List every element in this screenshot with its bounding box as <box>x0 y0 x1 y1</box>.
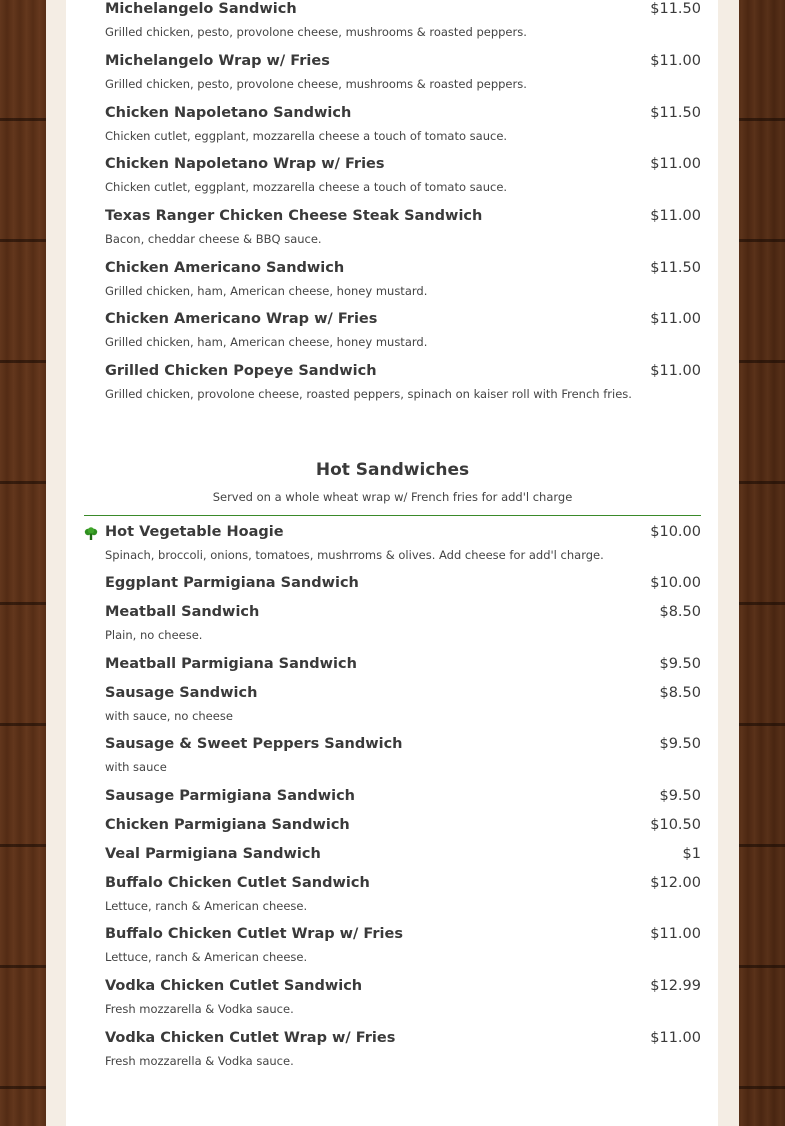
item-name: Chicken Americano Sandwich <box>105 260 345 276</box>
menu-item[interactable] <box>84 656 701 678</box>
item-price: $9.50 <box>659 736 701 752</box>
item-description: Lettuce, ranch & American cheese. <box>105 950 308 964</box>
item-price: $11.00 <box>650 208 701 224</box>
item-description: Bacon, cheddar cheese & BBQ sauce. <box>105 232 322 246</box>
item-price: $11.00 <box>650 53 701 69</box>
item-description: Spinach, broccoli, onions, tomatoes, mushrroms & olives. Add cheese for add'l charge. <box>105 548 604 562</box>
menu-item[interactable] <box>84 156 701 194</box>
item-price: $12.00 <box>650 875 701 891</box>
item-price: $1 <box>682 846 701 862</box>
menu-item[interactable] <box>84 105 701 143</box>
item-price: $11.00 <box>650 311 701 327</box>
item-description: Grilled chicken, ham, American cheese, honey mustard. <box>105 335 428 349</box>
item-description: Lettuce, ranch & American cheese. <box>105 899 308 913</box>
item-name: Michelangelo Sandwich <box>105 1 297 17</box>
item-price: $8.50 <box>659 685 701 701</box>
item-description: Chicken cutlet, eggplant, mozzarella cheese a touch of tomato sauce. <box>105 129 508 143</box>
item-price: $11.50 <box>650 105 701 121</box>
item-name: Vodka Chicken Cutlet Sandwich <box>105 978 363 994</box>
item-description: with sauce, no cheese <box>105 709 233 723</box>
broccoli-icon <box>84 526 98 540</box>
item-name: Sausage Parmigiana Sandwich <box>105 788 355 804</box>
item-price: $12.99 <box>650 978 701 994</box>
item-description: Fresh mozzarella & Vodka sauce. <box>105 1054 294 1068</box>
item-price: $10.50 <box>650 817 701 833</box>
menu-item[interactable] <box>84 311 701 349</box>
item-price: $11.00 <box>650 1030 701 1046</box>
menu-item[interactable] <box>84 363 701 401</box>
item-price: $9.50 <box>659 788 701 804</box>
menu-item[interactable] <box>84 575 701 597</box>
menu-content <box>84 0 701 1126</box>
menu-item[interactable] <box>84 53 701 91</box>
item-name: Eggplant Parmigiana Sandwich <box>105 575 359 591</box>
item-description: Grilled chicken, provolone cheese, roasted peppers, spinach on kaiser roll with French fries. <box>105 387 632 401</box>
menu-item[interactable] <box>84 736 701 774</box>
item-price: $11.50 <box>650 260 701 276</box>
item-name: Buffalo Chicken Cutlet Wrap w/ Fries <box>105 926 403 942</box>
item-description: Grilled chicken, ham, American cheese, honey mustard. <box>105 284 428 298</box>
item-name: Sausage & Sweet Peppers Sandwich <box>105 736 403 752</box>
item-name: Chicken Parmigiana Sandwich <box>105 817 350 833</box>
item-description: Grilled chicken, pesto, provolone cheese, mushrooms & roasted peppers. <box>105 25 527 39</box>
item-name: Chicken Americano Wrap w/ Fries <box>105 311 378 327</box>
item-price: $8.50 <box>659 604 701 620</box>
item-description: with sauce <box>105 760 167 774</box>
item-description: Chicken cutlet, eggplant, mozzarella cheese a touch of tomato sauce. <box>105 180 508 194</box>
item-description: Plain, no cheese. <box>105 628 203 642</box>
item-name: Michelangelo Wrap w/ Fries <box>105 53 330 69</box>
item-price: $10.00 <box>650 524 701 540</box>
menu-item[interactable] <box>84 1030 701 1068</box>
menu-item[interactable] <box>84 260 701 298</box>
item-price: $11.00 <box>650 156 701 172</box>
item-description: Grilled chicken, pesto, provolone cheese, mushrooms & roasted peppers. <box>105 77 527 91</box>
menu-item[interactable] <box>84 1 701 39</box>
menu-item[interactable] <box>84 788 701 810</box>
item-name: Sausage Sandwich <box>105 685 258 701</box>
item-name: Chicken Napoletano Sandwich <box>105 105 352 121</box>
item-name: Grilled Chicken Popeye Sandwich <box>105 363 377 379</box>
item-name: Meatball Parmigiana Sandwich <box>105 656 357 672</box>
menu-item[interactable] <box>84 524 701 562</box>
menu-item[interactable] <box>84 846 701 868</box>
item-name: Veal Parmigiana Sandwich <box>105 846 321 862</box>
item-price: $11.50 <box>650 1 701 17</box>
item-price: $11.00 <box>650 926 701 942</box>
menu-item[interactable] <box>84 817 701 839</box>
section-divider <box>84 515 701 516</box>
menu-item[interactable] <box>84 978 701 1016</box>
item-name: Hot Vegetable Hoagie <box>105 524 284 540</box>
item-price: $11.00 <box>650 363 701 379</box>
item-description: Fresh mozzarella & Vodka sauce. <box>105 1002 294 1016</box>
menu-item[interactable] <box>84 685 701 723</box>
section-subtitle: Served on a whole wheat wrap w/ French fries for add'l charge <box>212 490 573 504</box>
item-name: Chicken Napoletano Wrap w/ Fries <box>105 156 385 172</box>
item-name: Buffalo Chicken Cutlet Sandwich <box>105 875 370 891</box>
item-name: Texas Ranger Chicken Cheese Steak Sandwich <box>105 208 483 224</box>
item-price: $9.50 <box>659 656 701 672</box>
item-name: Vodka Chicken Cutlet Wrap w/ Fries <box>105 1030 396 1046</box>
menu-item[interactable] <box>84 208 701 246</box>
menu-item[interactable] <box>84 604 701 642</box>
menu-item[interactable] <box>84 875 701 913</box>
section-title: Hot Sandwiches <box>315 460 470 480</box>
item-price: $10.00 <box>650 575 701 591</box>
item-name: Meatball Sandwich <box>105 604 260 620</box>
menu-item[interactable] <box>84 926 701 964</box>
